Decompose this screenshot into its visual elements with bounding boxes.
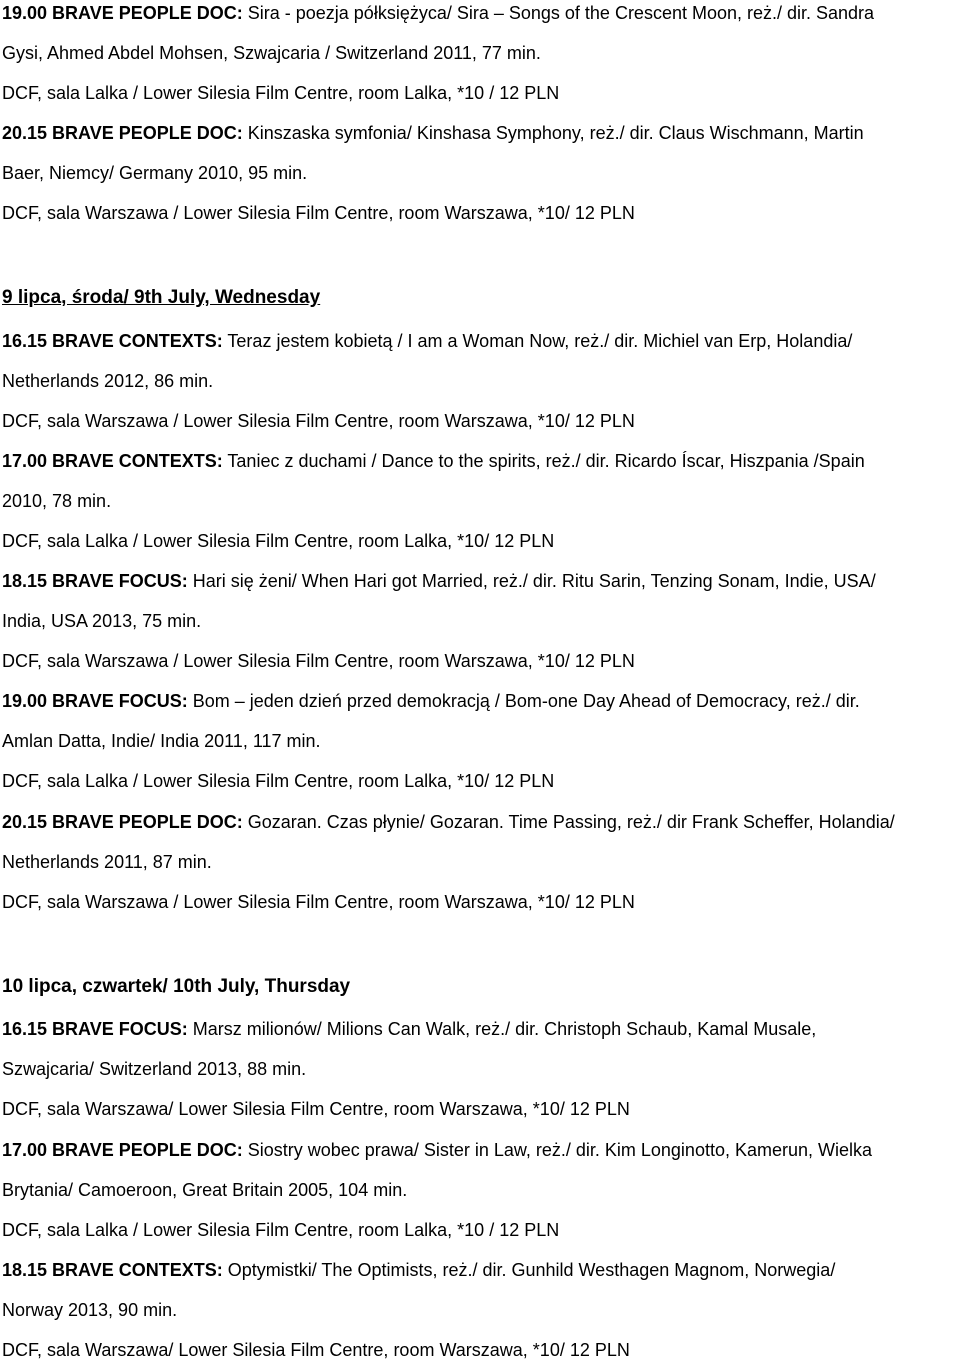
screening-details-line: Netherlands 2011, 87 min. xyxy=(2,852,212,872)
screening-details-line: India, USA 2013, 75 min. xyxy=(2,611,202,631)
screening-venue-line: DCF, sala Warszawa / Lower Silesia Film Centre, room Warszawa, *10/ 12 PLN xyxy=(2,203,635,223)
screening-title-line: 18.15 BRAVE CONTEXTS: Optymistki/ The Optimists, reż./ dir. Gunhild Westhagen Magnom, Norwegia/ xyxy=(2,1260,836,1280)
screening-title-line: 17.00 BRAVE PEOPLE DOC: Siostry wobec prawa/ Sister in Law, reż./ dir. Kim Longinotto, Kamerun, Wielka xyxy=(2,1140,873,1160)
screening-venue-line: DCF, sala Warszawa / Lower Silesia Film Centre, room Warszawa, *10/ 12 PLN xyxy=(2,651,635,671)
screening-title-line: 18.15 BRAVE FOCUS: Hari się żeni/ When Hari got Married, reż./ dir. Ritu Sarin, Tenzing Sonam, Indie, USA/ xyxy=(2,571,876,591)
screening-venue-line: DCF, sala Lalka / Lower Silesia Film Centre, room Lalka, *10/ 12 PLN xyxy=(2,771,555,791)
screening-title-line: 17.00 BRAVE CONTEXTS: Taniec z duchami / Dance to the spirits, reż./ dir. Ricardo Íscar, Hiszpania /Spain xyxy=(2,451,865,471)
screening-title-line: 19.00 BRAVE PEOPLE DOC: Sira - poezja półksiężyca/ Sira – Songs of the Crescent Moon, reż./ dir. Sandra xyxy=(2,3,875,23)
screening-details-line: Gysi, Ahmed Abdel Mohsen, Szwajcaria / Switzerland 2011, 77 min. xyxy=(2,43,541,63)
day-heading-10-july: 10 lipca, czwartek/ 10th July, Thursday xyxy=(2,976,351,997)
screening-venue-line: DCF, sala Lalka / Lower Silesia Film Centre, room Lalka, *10 / 12 PLN xyxy=(2,83,560,103)
day-heading-9-july: 9 lipca, środa/ 9th July, Wednesday xyxy=(2,287,321,308)
screening-details-line: Netherlands 2012, 86 min. xyxy=(2,371,214,391)
screening-title-line: 16.15 BRAVE CONTEXTS: Teraz jestem kobietą / I am a Woman Now, reż./ dir. Michiel van Erp, Holandia/ xyxy=(2,331,853,351)
screening-details-line: Amlan Datta, Indie/ India 2011, 117 min. xyxy=(2,731,321,751)
screening-venue-line: DCF, sala Lalka / Lower Silesia Film Centre, room Lalka, *10 / 12 PLN xyxy=(2,1220,560,1240)
screening-venue-line: DCF, sala Warszawa/ Lower Silesia Film Centre, room Warszawa, *10/ 12 PLN xyxy=(2,1099,630,1119)
screening-title-line: 20.15 BRAVE PEOPLE DOC: Kinszaska symfonia/ Kinshasa Symphony, reż./ dir. Claus Wischmann, Martin xyxy=(2,123,864,143)
screening-details-line: Norway 2013, 90 min. xyxy=(2,1300,178,1320)
screening-details-line: 2010, 78 min. xyxy=(2,491,112,511)
screening-venue-line: DCF, sala Warszawa/ Lower Silesia Film Centre, room Warszawa, *10/ 12 PLN xyxy=(2,1340,630,1360)
screening-details-line: Baer, Niemcy/ Germany 2010, 95 min. xyxy=(2,163,308,183)
screening-venue-line: DCF, sala Lalka / Lower Silesia Film Centre, room Lalka, *10/ 12 PLN xyxy=(2,531,555,551)
screening-venue-line: DCF, sala Warszawa / Lower Silesia Film Centre, room Warszawa, *10/ 12 PLN xyxy=(2,892,635,912)
screening-title-line: 16.15 BRAVE FOCUS: Marsz milionów/ Milions Can Walk, reż./ dir. Christoph Schaub, Kamal Musale, xyxy=(2,1019,817,1039)
screening-details-line: Szwajcaria/ Switzerland 2013, 88 min. xyxy=(2,1059,307,1079)
screening-details-line: Brytania/ Camoeroon, Great Britain 2005, 104 min. xyxy=(2,1180,408,1200)
screening-title-line: 20.15 BRAVE PEOPLE DOC: Gozaran. Czas płynie/ Gozaran. Time Passing, reż./ dir Frank Scheffer, Holandia/ xyxy=(2,812,895,832)
screening-venue-line: DCF, sala Warszawa / Lower Silesia Film Centre, room Warszawa, *10/ 12 PLN xyxy=(2,411,635,431)
screening-title-line: 19.00 BRAVE FOCUS: Bom – jeden dzień przed demokracją / Bom-one Day Ahead of Democracy, reż./ dir. xyxy=(2,691,860,711)
